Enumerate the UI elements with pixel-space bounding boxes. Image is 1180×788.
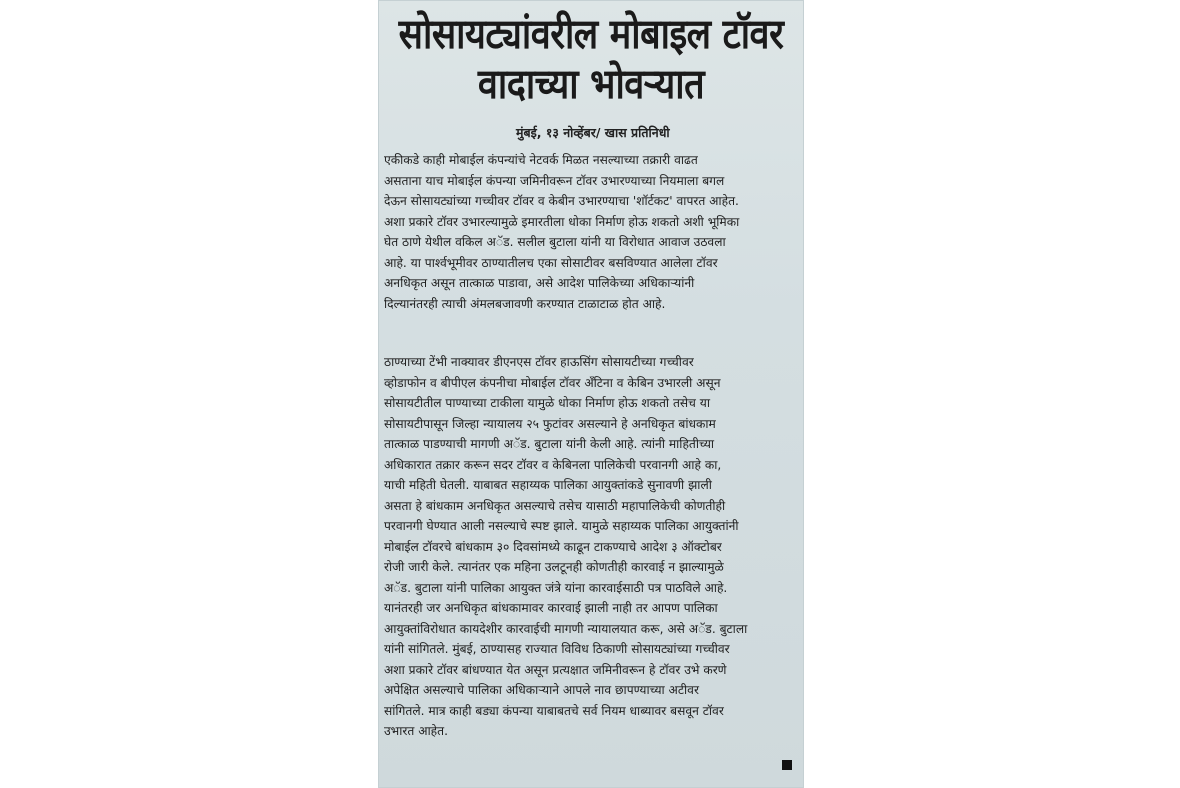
text-line: मोबाईल टॉवरचे बांधकाम ३० दिवसांमध्ये काढून टाकण्याचे आदेश ३ ऑक्टोबर [384, 539, 722, 554]
text-line: आयुक्तांविरोधात कायदेशीर कारवाईची मागणी न्यायालयात करू, असे अॅड. बुटाला [384, 621, 748, 636]
text-line: यांनी सांगितले. मुंबई, ठाण्यासह राज्यात विविध ठिकाणी सोसायट्यांच्या गच्चीवर [384, 642, 730, 656]
text-line: दिल्यानंतरही त्याची अंमलबजावणी करण्यात टाळाटाळ होत आहे. [384, 296, 666, 311]
text-line: असताना याच मोबाईल कंपन्या जमिनीवरून टॉवर उभारण्याच्या नियमाला बगल [384, 173, 725, 188]
headline-line-1: सोसायट्यांवरील मोबाइल टॉवर [398, 11, 784, 59]
text-line: तात्काळ पाडण्याची मागणी अॅड. बुटाला यांनी केली आहे. त्यांनी माहितीच्या [384, 437, 715, 451]
text-line: घेत ठाणे येथील वकिल अॅड. सलील बुटाला यांनी या विरोधात आवाज उठवला [384, 235, 726, 249]
text-line: उभारत आहेत. [384, 724, 448, 738]
text-line: रोजी जारी केले. त्यानंतर एक महिना उलटूनही कोणतीही कारवाई न झाल्यामुळे [384, 560, 724, 574]
text-line: अॅड. बुटाला यांनी पालिका आयुक्त जंत्रे यांना कारवाईसाठी पत्र पाठविले आहे. [384, 580, 728, 595]
text-line: असता हे बांधकाम अनधिकृत असल्याचे तसेच यासाठी महापालिकेची कोणतीही [384, 498, 726, 513]
text-line: आहे. या पार्श्वभूमीवर ठाण्यातीलच एका सोसाटीवर बसविण्यात आलेला टॉवर [384, 255, 718, 270]
text-line: अशा प्रकारे टॉवर बांधण्यात येत असून प्रत्यक्षात जमिनीवरून हे टॉवर उभे करणे [384, 662, 727, 677]
text-line: सोसायटीतील पाण्याच्या टाकीला यामुळे धोका निर्माण होऊ शकतो तसेच या [384, 396, 710, 410]
text-line: अशा प्रकारे टॉवर उभारल्यामुळे इमारतीला धोका निर्माण होऊ शकतो अशी भूमिका [384, 214, 740, 229]
text-line: देऊन सोसायट्यांच्या गच्चीवर टॉवर व केबीन उभारण्याचा 'शॉर्टकट' वापरत आहेत. [384, 194, 739, 208]
newspaper-clipping [378, 0, 804, 788]
text-line: अधिकारात तक्रार करून सदर टॉवर व केबिनला पालिकेची परवानगी आहे का, [384, 457, 722, 472]
text-line: अनधिकृत असून तात्काळ पाडावा, असे आदेश पालिकेच्या अधिकाऱ्यांनी [384, 276, 695, 290]
text-line: ठाण्याच्या टेंभी नाक्यावर डीएनएस टॉवर हाऊसिंग सोसायटीच्या गच्चीवर [384, 355, 694, 369]
text-line: व्होडाफोन व बीपीएल कंपनीचा मोबाईल टॉवर अँटिना व केबिन उभारली असून [384, 375, 721, 390]
text-line: सांगितले. मात्र काही बड्या कंपन्या याबाबतचे सर्व नियम धाब्यावर बसवून टॉवर [384, 703, 724, 718]
text-line: याची महिती घेतली. याबाबत सहाय्यक पालिका आयुक्तांकडे सुनावणी झाली [384, 478, 712, 492]
end-of-article-mark [782, 760, 792, 770]
text-line: अपेक्षित असल्याचे पालिका अधिकाऱ्याने आपले नाव छापण्याच्या अटीवर [384, 683, 699, 697]
text-line: सोसायटीपासून जिल्हा न्यायालय २५ फुटांवर असल्याने हे अनधिकृत बांधकाम [384, 416, 716, 431]
text-line: एकीकडे काही मोबाईल कंपन्यांचे नेटवर्क मिळत नसल्याच्या तक्रारी वाढत [384, 153, 698, 167]
dateline: मुंबई, १३ नोव्हेंबर/ खास प्रतिनिधी [516, 125, 670, 140]
text-line: यानंतरही जर अनधिकृत बांधकामावर कारवाई झाली नाही तर आपण पालिका [384, 601, 718, 615]
headline-line-2: वादाच्या भोवऱ्यात [477, 61, 705, 109]
article-paragraph-1 [384, 150, 794, 314]
article-paragraph-2 [384, 352, 794, 742]
text-line: परवानगी घेण्यात आली नसल्याचे स्पष्ट झाले. यामुळे सहाय्यक पालिका आयुक्तांनी [384, 519, 739, 533]
